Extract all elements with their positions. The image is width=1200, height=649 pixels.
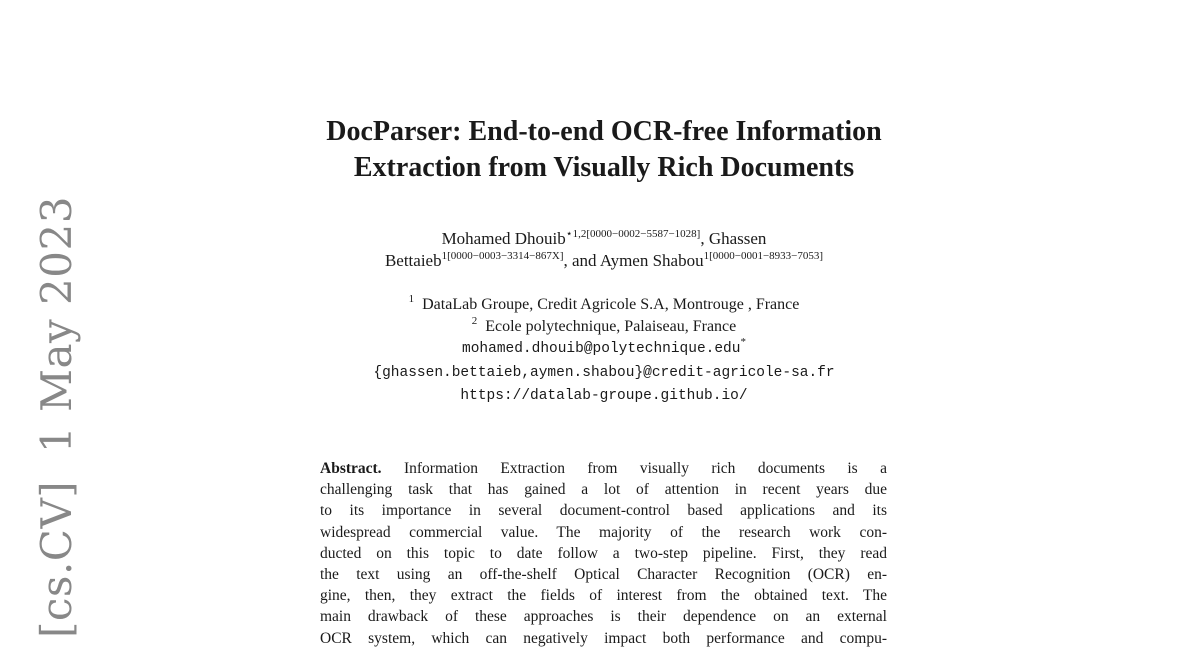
author-line-2 [200,250,1008,272]
abstract-line-1 [320,458,887,479]
abstract-line-4: widespread commercial value. The majority of the research work con- [320,523,887,541]
abstract-line-1-text: Information Extraction from visually rich documents is a [381,460,887,477]
email-line-2 [200,361,1008,385]
abstract-line-5: ducted on this topic to date follow a two-step pipeline. First, they read [320,544,887,562]
title-line-2: Extraction from Visually Rich Documents [353,152,855,183]
abstract-line-3: to its importance in several document-control based applications and its [320,502,887,520]
affiliation-2-number: 2 [471,314,478,327]
email-1-mark: * [740,336,746,348]
author-3-affiliation-orcid: 1[0000−0001−8933−7053] [703,250,824,262]
author-name-1: Mohamed Dhouib [441,229,566,248]
abstract-label: Abstract. [320,460,382,477]
affiliation-1-number: 1 [408,293,415,305]
affiliations [200,294,1008,408]
email-2[interactable]: {ghassen.bettaieb,aymen.shabou}@credit-agricole-sa.fr [373,364,835,381]
author-name-2-last: Bettaieb [384,251,442,270]
author-2-affiliation-orcid: 1[0000−0003−3314−867X] [441,250,564,262]
author-name-2-first: , Ghassen [700,229,767,248]
paper-title [200,114,1008,186]
author-1-affiliation-orcid: ⋆1,2[0000−0002−5587−1028] [565,228,701,240]
email-line-1 [200,337,1008,361]
title-line-1: DocParser: End-to-end OCR-free Information [326,116,882,147]
affiliation-1-text: DataLab Groupe, Credit Agricole S.A, Montrouge , France [422,296,800,313]
email-1[interactable]: mohamed.dhouib@polytechnique.edu [462,341,741,357]
author-name-3: , and Aymen Shabou [563,251,704,270]
author-line-1 [200,228,1008,250]
abstract-line-8: main drawback of these approaches is their dependence on an external [320,608,887,626]
affiliation-2 [200,316,1008,338]
arxiv-side-stamp: [cs.CV] 1 May 2023 [32,196,81,638]
abstract [320,458,887,649]
abstract-line-9: OCR system, which can negatively impact both performance and compu- [320,629,887,647]
group-url-link[interactable]: https://datalab-groupe.github.io/ [460,388,748,404]
author-list [200,228,1008,272]
affiliation-2-text: Ecole polytechnique, Palaiseau, France [485,317,737,335]
affiliation-1 [200,294,1008,316]
abstract-line-2: challenging task that has gained a lot of attention in recent years due [320,481,887,499]
abstract-line-7: gine, then, they extract the fields of interest from the obtained text. The [320,587,887,605]
url-line [200,384,1008,408]
abstract-line-6: the text using an off-the-shelf Optical Character Recognition (OCR) en- [320,565,887,583]
